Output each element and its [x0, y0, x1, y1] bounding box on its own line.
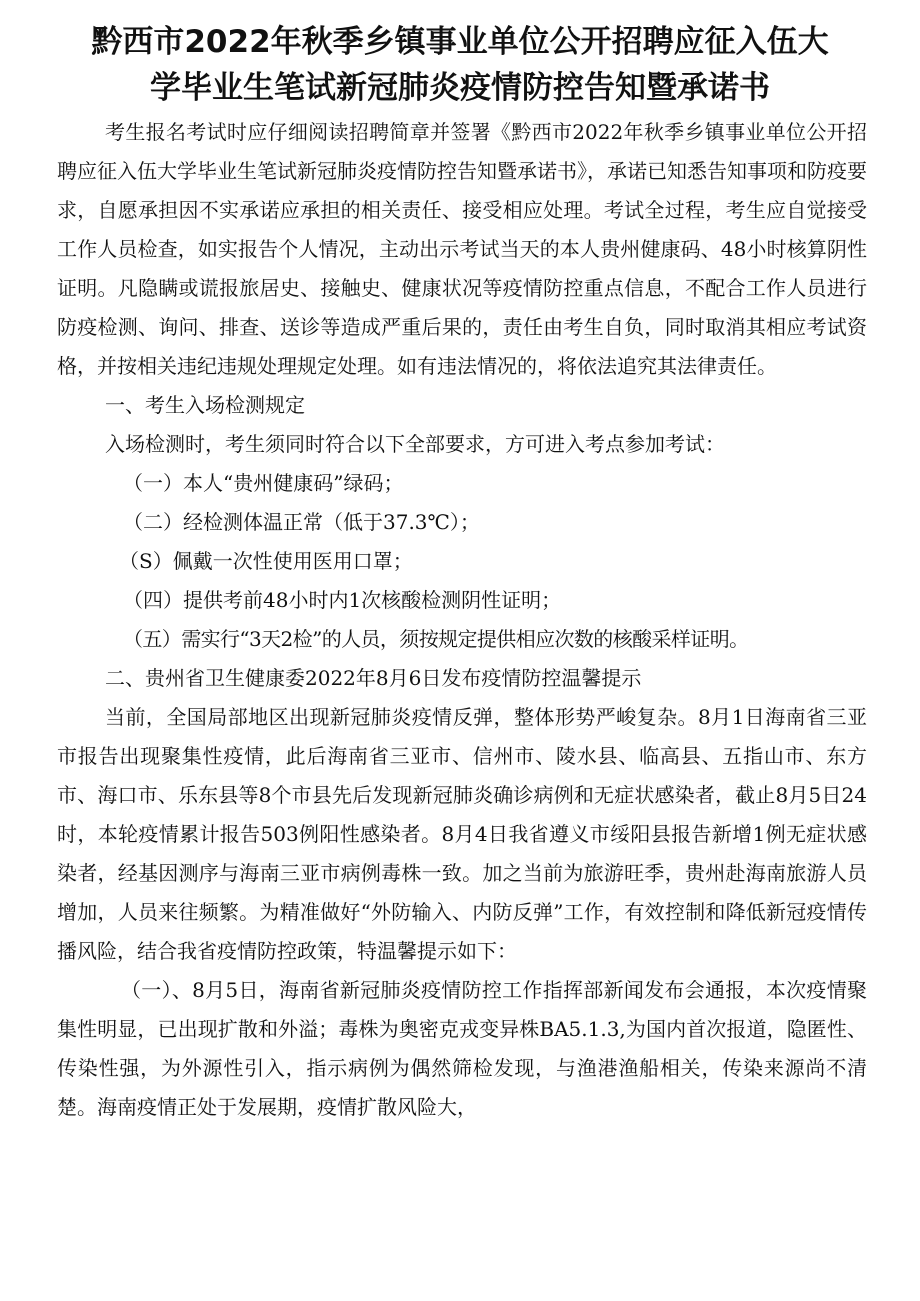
- section-2-item-1: （一）、8月5日，海南省新冠肺炎疫情防控工作指挥部新闻发布会通报，本次疫情聚集性明显，已出现扩散和外溢；毒株为奥密克戎变异株BA5.1.3,为国内首次报道，隐匿性、传染性强，为外源性引入，指示病例为偶然筛检发现，与渔港渔船相关，传染来源尚不清楚。海南疫情正处于发展期，疫情扩散风险大，: [57, 978, 867, 1119]
- section-1-item-1: （一）本人“贵州健康码”绿码；: [123, 471, 404, 495]
- section-1-heading: 一、考生入场检测规定: [105, 393, 305, 417]
- section-1-item-4: （四）提供考前48小时内1次核酸检测阴性证明；: [123, 588, 562, 612]
- section-1-item-5: （五）需实行“3天2检”的人员，须按规定提供相应次数的核酸采样证明。: [123, 627, 749, 651]
- section-2-heading: 二、贵州省卫生健康委2022年8月6日发布疫情防控温馨提示: [105, 666, 642, 690]
- section-1-item-2: （二）经检测体温正常（低于37.3℃）；: [123, 510, 480, 534]
- intro-paragraph: 考生报名考试时应仔细阅读招聘简章并签署《黔西市2022年秋季乡镇事业单位公开招聘应征入伍大学毕业生笔试新冠肺炎疫情防控告知暨承诺书》，承诺已知悉告知事项和防疫要求，自愿承担因不实承诺应承担的相关责任、接受相应处理。考试全过程，考生应自觉接受工作人员检查，如实报告个人情况，主动出示考试当天的本人贵州健康码、48小时核算阴性证明。凡隐瞒或谎报旅居史、接触史、健康状况等疫情防控重点信息，不配合工作人员进行防疫检测、询问、排查、送诊等造成严重后果的，责任由考生自负，同时取消其相应考试资格，并按相关违纪违规处理规定处理。如有违法情况的，将依法追究其法律责任。: [57, 120, 867, 378]
- section-1-item-3: （S）佩戴一次性使用医用口罩；: [119, 549, 413, 573]
- document-title-line-1: 黔西市2022年秋季乡镇事业单位公开招聘应征入伍大: [91, 24, 829, 60]
- section-1-lead: 入场检测时，考生须同时符合以下全部要求，方可进入考点参加考试：: [105, 432, 725, 456]
- document-body: [57, 113, 867, 1127]
- document-title-line-2: 学毕业生笔试新冠肺炎疫情防控告知暨承诺书: [150, 70, 770, 106]
- section-2-body: 当前，全国局部地区出现新冠肺炎疫情反弹，整体形势严峻复杂。8月1日海南省三亚市报告出现聚集性疫情，此后海南省三亚市、信州市、陵水县、临高县、五指山市、东方市、海口市、乐东县等8个市县先后发现新冠肺炎确诊病例和无症状感染者，截止8月5日24时，本轮疫情累计报告503例阳性感染者。8月4日我省遵义市绥阳县报告新增1例无症状感染者，经基因测序与海南三亚市病例毒株一致。加之当前为旅游旺季，贵州赴海南旅游人员增加，人员来往频繁。为精准做好“外防输入、内防反弹”工作，有效控制和降低新冠疫情传播风险，结合我省疫情防控政策，特温馨提示如下：: [57, 705, 867, 963]
